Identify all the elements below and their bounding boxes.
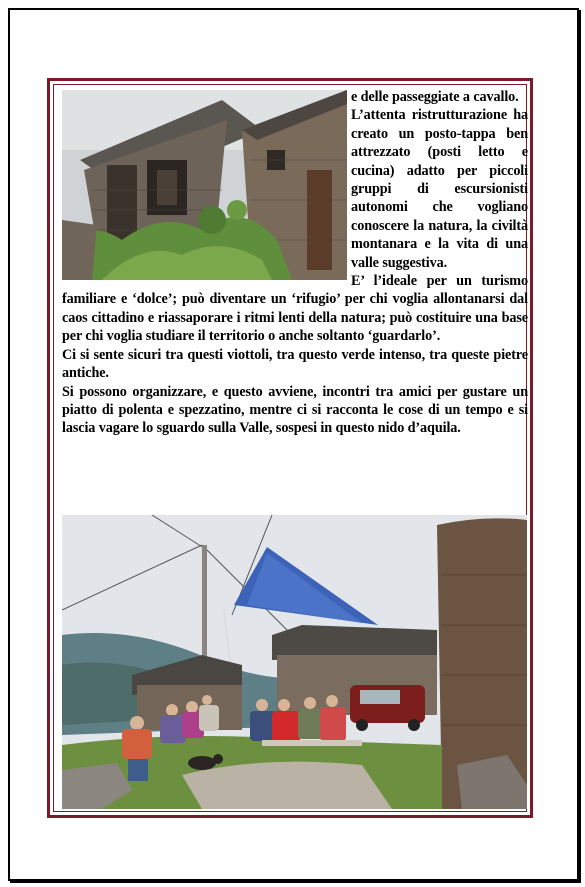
- article-paragraph-5: Si possono organizzare, e questo avviene, incontri tra amici per gustare un piatto di polenta e spezzatino, mentre ci si racconta le cose di un tempo e si lascia vagare lo sguardo sulla Valle, sospesi in questo nido d’aquila.: [62, 383, 528, 437]
- article-paragraph-4: Ci si sente sicuri tra questi viottoli, tra questo verde intenso, tra queste pietre antiche.: [62, 346, 528, 382]
- article-paragraph-1: e delle passeggiate a cavallo.: [351, 89, 519, 105]
- article-paragraph-3: E’ l’ideale per un turismo familiare e ‘dolce’; può diventare un ‘rifugio’ per chi voglia allontanarsi dal caos cittadino e riassaporare i ritmi lenti della natura; può costituire una base per chi voglia studiare il territorio o anche soltanto ‘guardarlo’.: [62, 273, 528, 345]
- photo-friends-gathering: [62, 515, 527, 809]
- article-body: [62, 88, 528, 438]
- article-paragraph-2: L’attenta ristrutturazione ha creato un posto-tappa ben attrezzato (posti letto e cucina) adatto per piccoli gruppi di escursionisti autonomi che vogliano conoscere la natura, la civiltà montanara e la vita di una valle suggestiva.: [351, 107, 528, 271]
- photo-stone-cottages: [62, 90, 347, 280]
